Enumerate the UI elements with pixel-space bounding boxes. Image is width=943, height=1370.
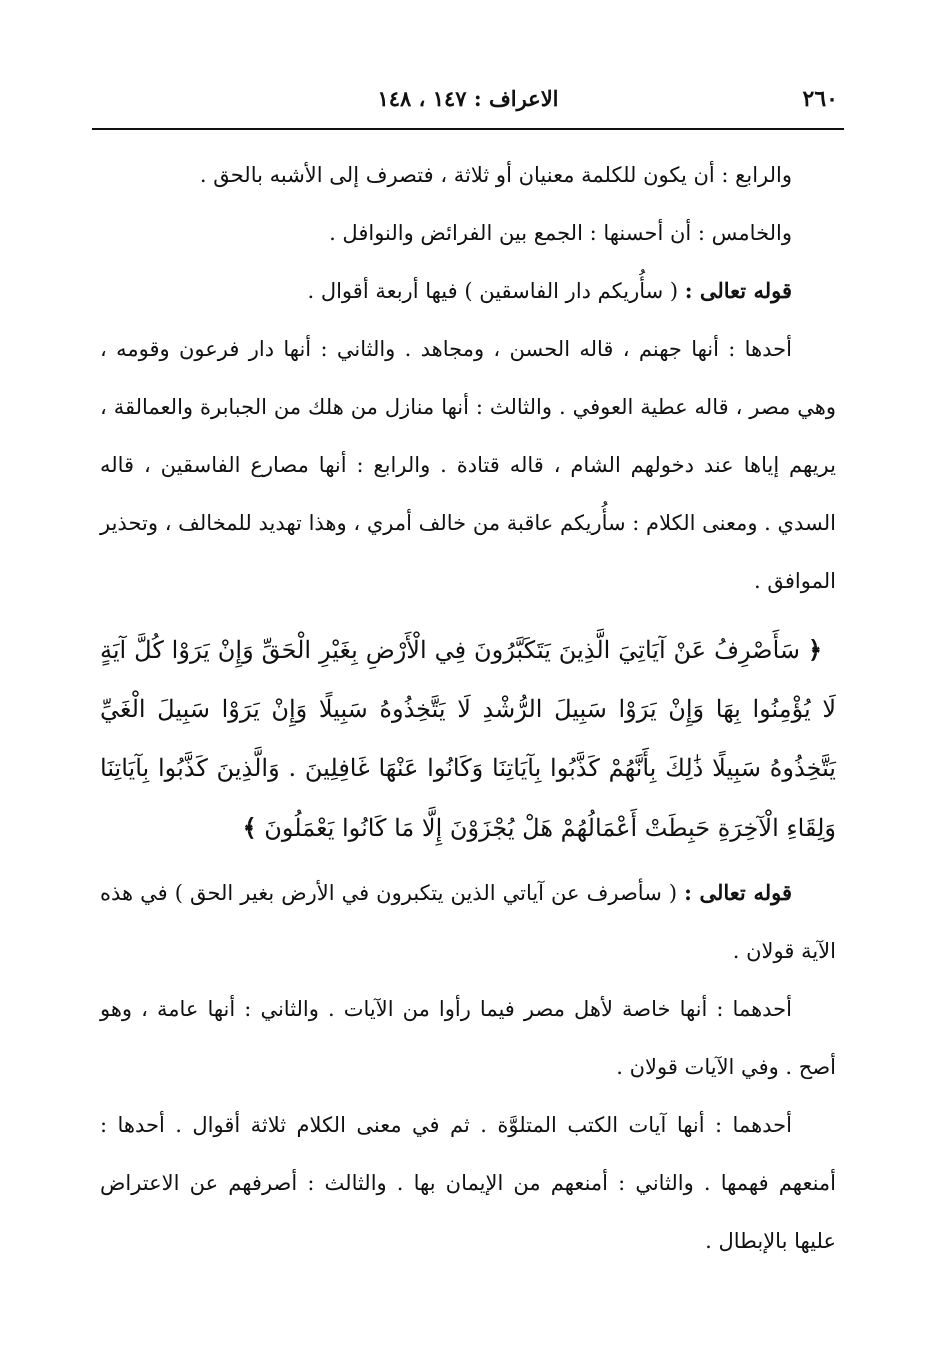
book-page [92,80,844,1340]
verse-close-bracket: ﴾ [242,813,257,842]
page-body [100,146,836,1270]
paragraph-text: والخامس : أن أحسنها : الجمع بين الفرائض والنوافل . [329,221,792,245]
page-number: ٢٦٠ [802,86,838,112]
paragraph-second-verse-heading [100,864,836,980]
page-header [92,80,844,120]
running-head: الاعراف : ١٤٧ ، ١٤٨ [377,86,559,111]
paragraph-text: ( سأُريكم دار الفاسقين ) فيها أربعة أقوال . [307,279,679,303]
verse-open-bracket: ﴿ [807,635,822,664]
paragraph-text: أحدهما : أنها خاصة لأهل مصر فيما رأوا من الآيات . والثاني : أنها عامة ، وهو أصح . وفي الآيات قولان . [100,997,836,1079]
paragraph-four-opinions [100,320,836,610]
paragraph-label: قوله تعالى : [684,278,792,303]
paragraph-text: والرابع : أن يكون للكلمة معنيان أو ثلاثة ، فتصرف إلى الأشبه بالحق . [199,163,792,187]
paragraph-fifth-view [100,204,836,262]
paragraph-three-meanings [100,1096,836,1270]
quran-verse [100,620,836,858]
paragraph-fourth-view [100,146,836,204]
paragraph-text: أحدها : أنها جهنم ، قاله الحسن ، ومجاهد . والثاني : أنها دار فرعون وقومه ، وهي مصر ، قاله عطية العوفي . والثالث : أنها منازل من هلك من الجبابرة والعمالقة ، يريهم إياها عند دخولهم الشام ، قاله قتادة . والرابع : أنها مصارع الفاسقين ، قاله السدي . ومعنى الكلام : سأُريكم عاقبة من خالف أمري ، وهذا تهديد للمخالف ، وتحذير الموافق . [100,337,836,593]
paragraph-two-views [100,980,836,1096]
paragraph-text: ( سأصرف عن آياتي الذين يتكبرون في الأرض بغير الحق ) في هذه الآية قولان . [100,881,836,963]
paragraph-text: أحدهما : أنها آيات الكتب المتلوَّة . ثم في معنى الكلام ثلاثة أقوال . أحدها : أمنعهم فهمها . والثاني : أمنعهم من الإيمان بها . والثالث : أصرفهم عن الاعتراض عليها بالإبطال . [100,1113,836,1253]
paragraph-verse-heading [100,262,836,320]
verse-text: سَأَصْرِفُ عَنْ آيَاتِيَ الَّذِينَ يَتَكَبَّرُونَ فِي الْأَرْضِ بِغَيْرِ الْحَقِّ وَإِنْ يَرَوْا كُلَّ آيَةٍ لَا يُؤْمِنُوا بِهَا وَإِنْ يَرَوْا سَبِيلَ الرُّشْدِ لَا يَتَّخِذُوهُ سَبِيلًا وَإِنْ يَرَوْا سَبِيلَ الْغَيِّ يَتَّخِذُوهُ سَبِيلًا ذَٰلِكَ بِأَنَّهُمْ كَذَّبُوا بِآيَاتِنَا وَكَانُوا عَنْهَا غَافِلِينَ . وَالَّذِينَ كَذَّبُوا بِآيَاتِنَا وَلِقَاءِ الْآخِرَةِ حَبِطَتْ أَعْمَالُهُمْ هَلْ يُجْزَوْنَ إِلَّا مَا كَانُوا يَعْمَلُونَ [100,636,837,842]
paragraph-label: قوله تعالى : [684,880,792,905]
header-rule [92,128,844,130]
